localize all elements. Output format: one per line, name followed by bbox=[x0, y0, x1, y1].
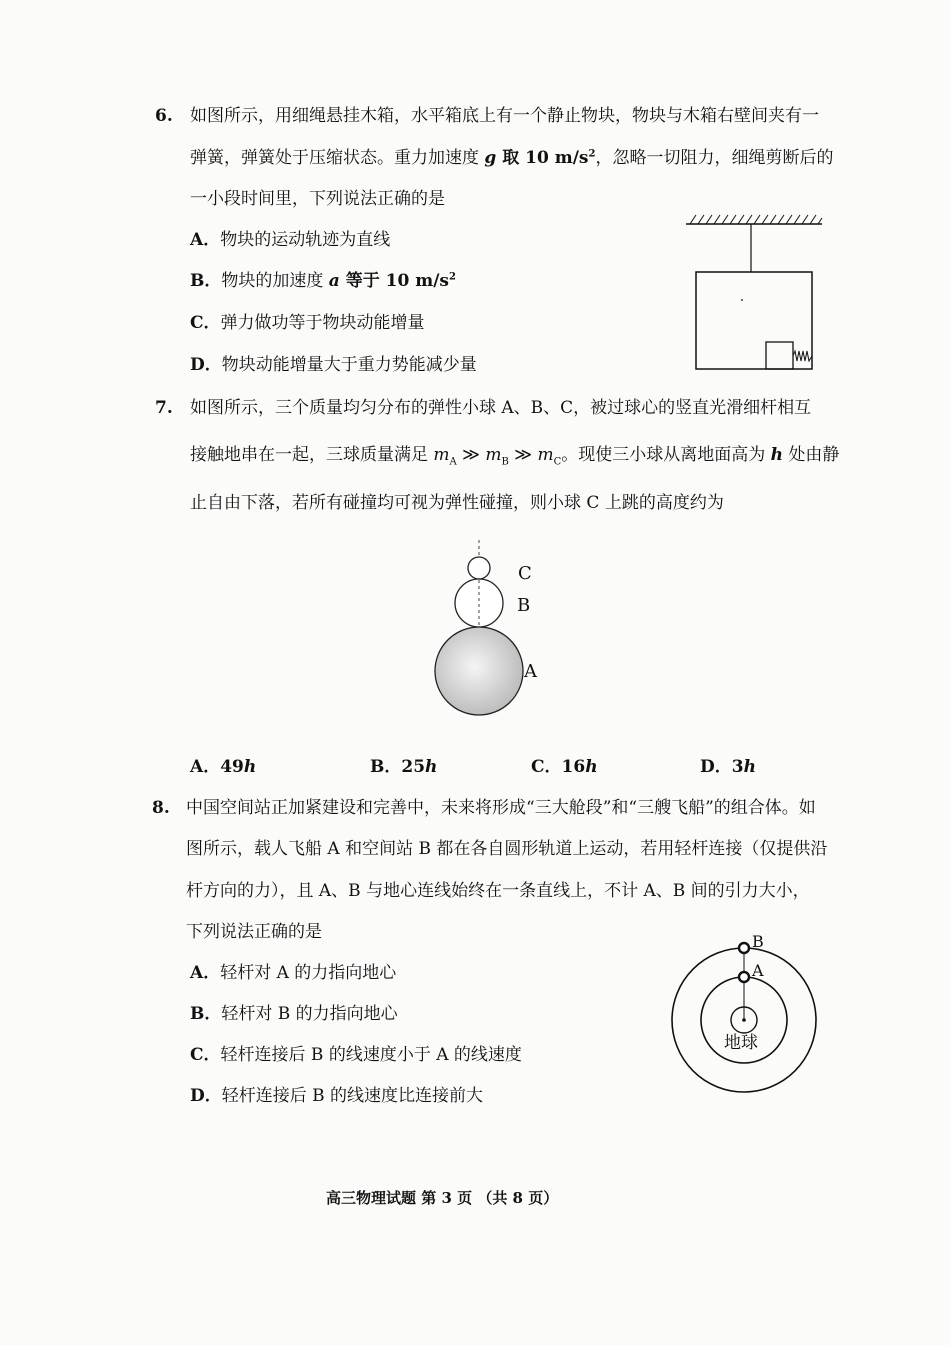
station-b-label: B bbox=[752, 932, 764, 951]
ball-b-label: B bbox=[517, 595, 531, 616]
q8-number: 8. bbox=[152, 798, 170, 818]
q6-option-c: C．弹力做功等于物块动能增量 bbox=[190, 313, 425, 333]
q8-option-d: D．轻杆连接后 B 的线速度比连接前大 bbox=[190, 1086, 484, 1106]
station-b-marker bbox=[739, 943, 749, 953]
ceiling-hatch bbox=[690, 215, 822, 224]
q7-stem-line2: 接触地串在一起，三球质量满足 $m_A$ ≫ $m_B$ ≫ $m_C$。现使三小球从离地面高为 h 处由静 bbox=[190, 445, 840, 468]
ball-a-label: A bbox=[524, 661, 537, 682]
q8-stem-line3: 杆方向的力），且 A、B 与地心连线始终在一条直线上，不计 A、B 间的引力大小， bbox=[186, 881, 810, 901]
spacecraft-a-marker bbox=[739, 972, 749, 982]
q8-option-a: A．轻杆对 A 的力指向地心 bbox=[190, 963, 397, 983]
box-center-dot bbox=[741, 299, 743, 301]
q7-option-d: D．3h bbox=[700, 757, 756, 777]
q6-stem-line1: 如图所示，用细绳悬挂木箱，水平箱底上有一个静止物块，物块与木箱右壁间夹有一 bbox=[190, 106, 819, 126]
spacecraft-a-label: A bbox=[752, 961, 764, 980]
q6-number: 6. bbox=[155, 106, 173, 126]
q8-stem-line1: 中国空间站正加紧建设和完善中，未来将形成“三大舱段”和“三艘飞船”的组合体。如 bbox=[186, 798, 816, 818]
page-footer: 高三物理试题 第 3 页 （共 8 页） bbox=[326, 1189, 559, 1207]
q7-number: 7. bbox=[155, 398, 173, 418]
ball-c-label: C bbox=[518, 563, 532, 584]
q8-stem-line2: 图所示，载人飞船 A 和空间站 B 都在各自圆形轨道上运动，若用轻杆连接（仅提供沿 bbox=[186, 839, 828, 859]
ball-c bbox=[468, 557, 490, 579]
q6-stem-line3: 一小段时间里，下列说法正确的是 bbox=[190, 189, 445, 209]
spring bbox=[793, 351, 812, 361]
q7-option-a: A．49h bbox=[190, 757, 257, 777]
q6-option-d: D．物块动能增量大于重力势能减少量 bbox=[190, 355, 477, 375]
q7-option-b: B．25h bbox=[370, 757, 438, 777]
ball-a bbox=[435, 627, 523, 715]
earth-center-dot bbox=[742, 1018, 746, 1022]
q7-stem-line3: 止自由下落，若所有碰撞均可视为弹性碰撞，则小球 C 上跳的高度约为 bbox=[190, 493, 724, 513]
q7-option-c: C．16h bbox=[531, 757, 598, 777]
earth-label: 地球 bbox=[724, 1033, 758, 1053]
q8-orbit-figure bbox=[666, 932, 826, 1095]
block bbox=[766, 342, 793, 369]
q8-option-b: B．轻杆对 B 的力指向地心 bbox=[190, 1004, 398, 1024]
q8-option-c: C．轻杆连接后 B 的线速度小于 A 的线速度 bbox=[190, 1045, 522, 1065]
q7-balls-figure bbox=[425, 535, 565, 735]
q6-option-b: B．物块的加速度 a 等于 10 $m/s^2$ bbox=[190, 271, 456, 291]
q6-stem-line2: 弹簧，弹簧处于压缩状态。重力加速度 g 取 10 $m/s^2$，忽略一切阻力，细绳剪断后的 bbox=[190, 148, 834, 168]
q6-box-figure bbox=[686, 212, 826, 372]
q7-stem-line1: 如图所示，三个质量均匀分布的弹性小球 A、B、C，被过球心的竖直光滑细杆相互 bbox=[190, 398, 812, 418]
q6-option-a: A．物块的运动轨迹为直线 bbox=[190, 230, 391, 250]
q8-stem-line4: 下列说法正确的是 bbox=[186, 922, 322, 942]
wooden-box bbox=[696, 272, 812, 369]
